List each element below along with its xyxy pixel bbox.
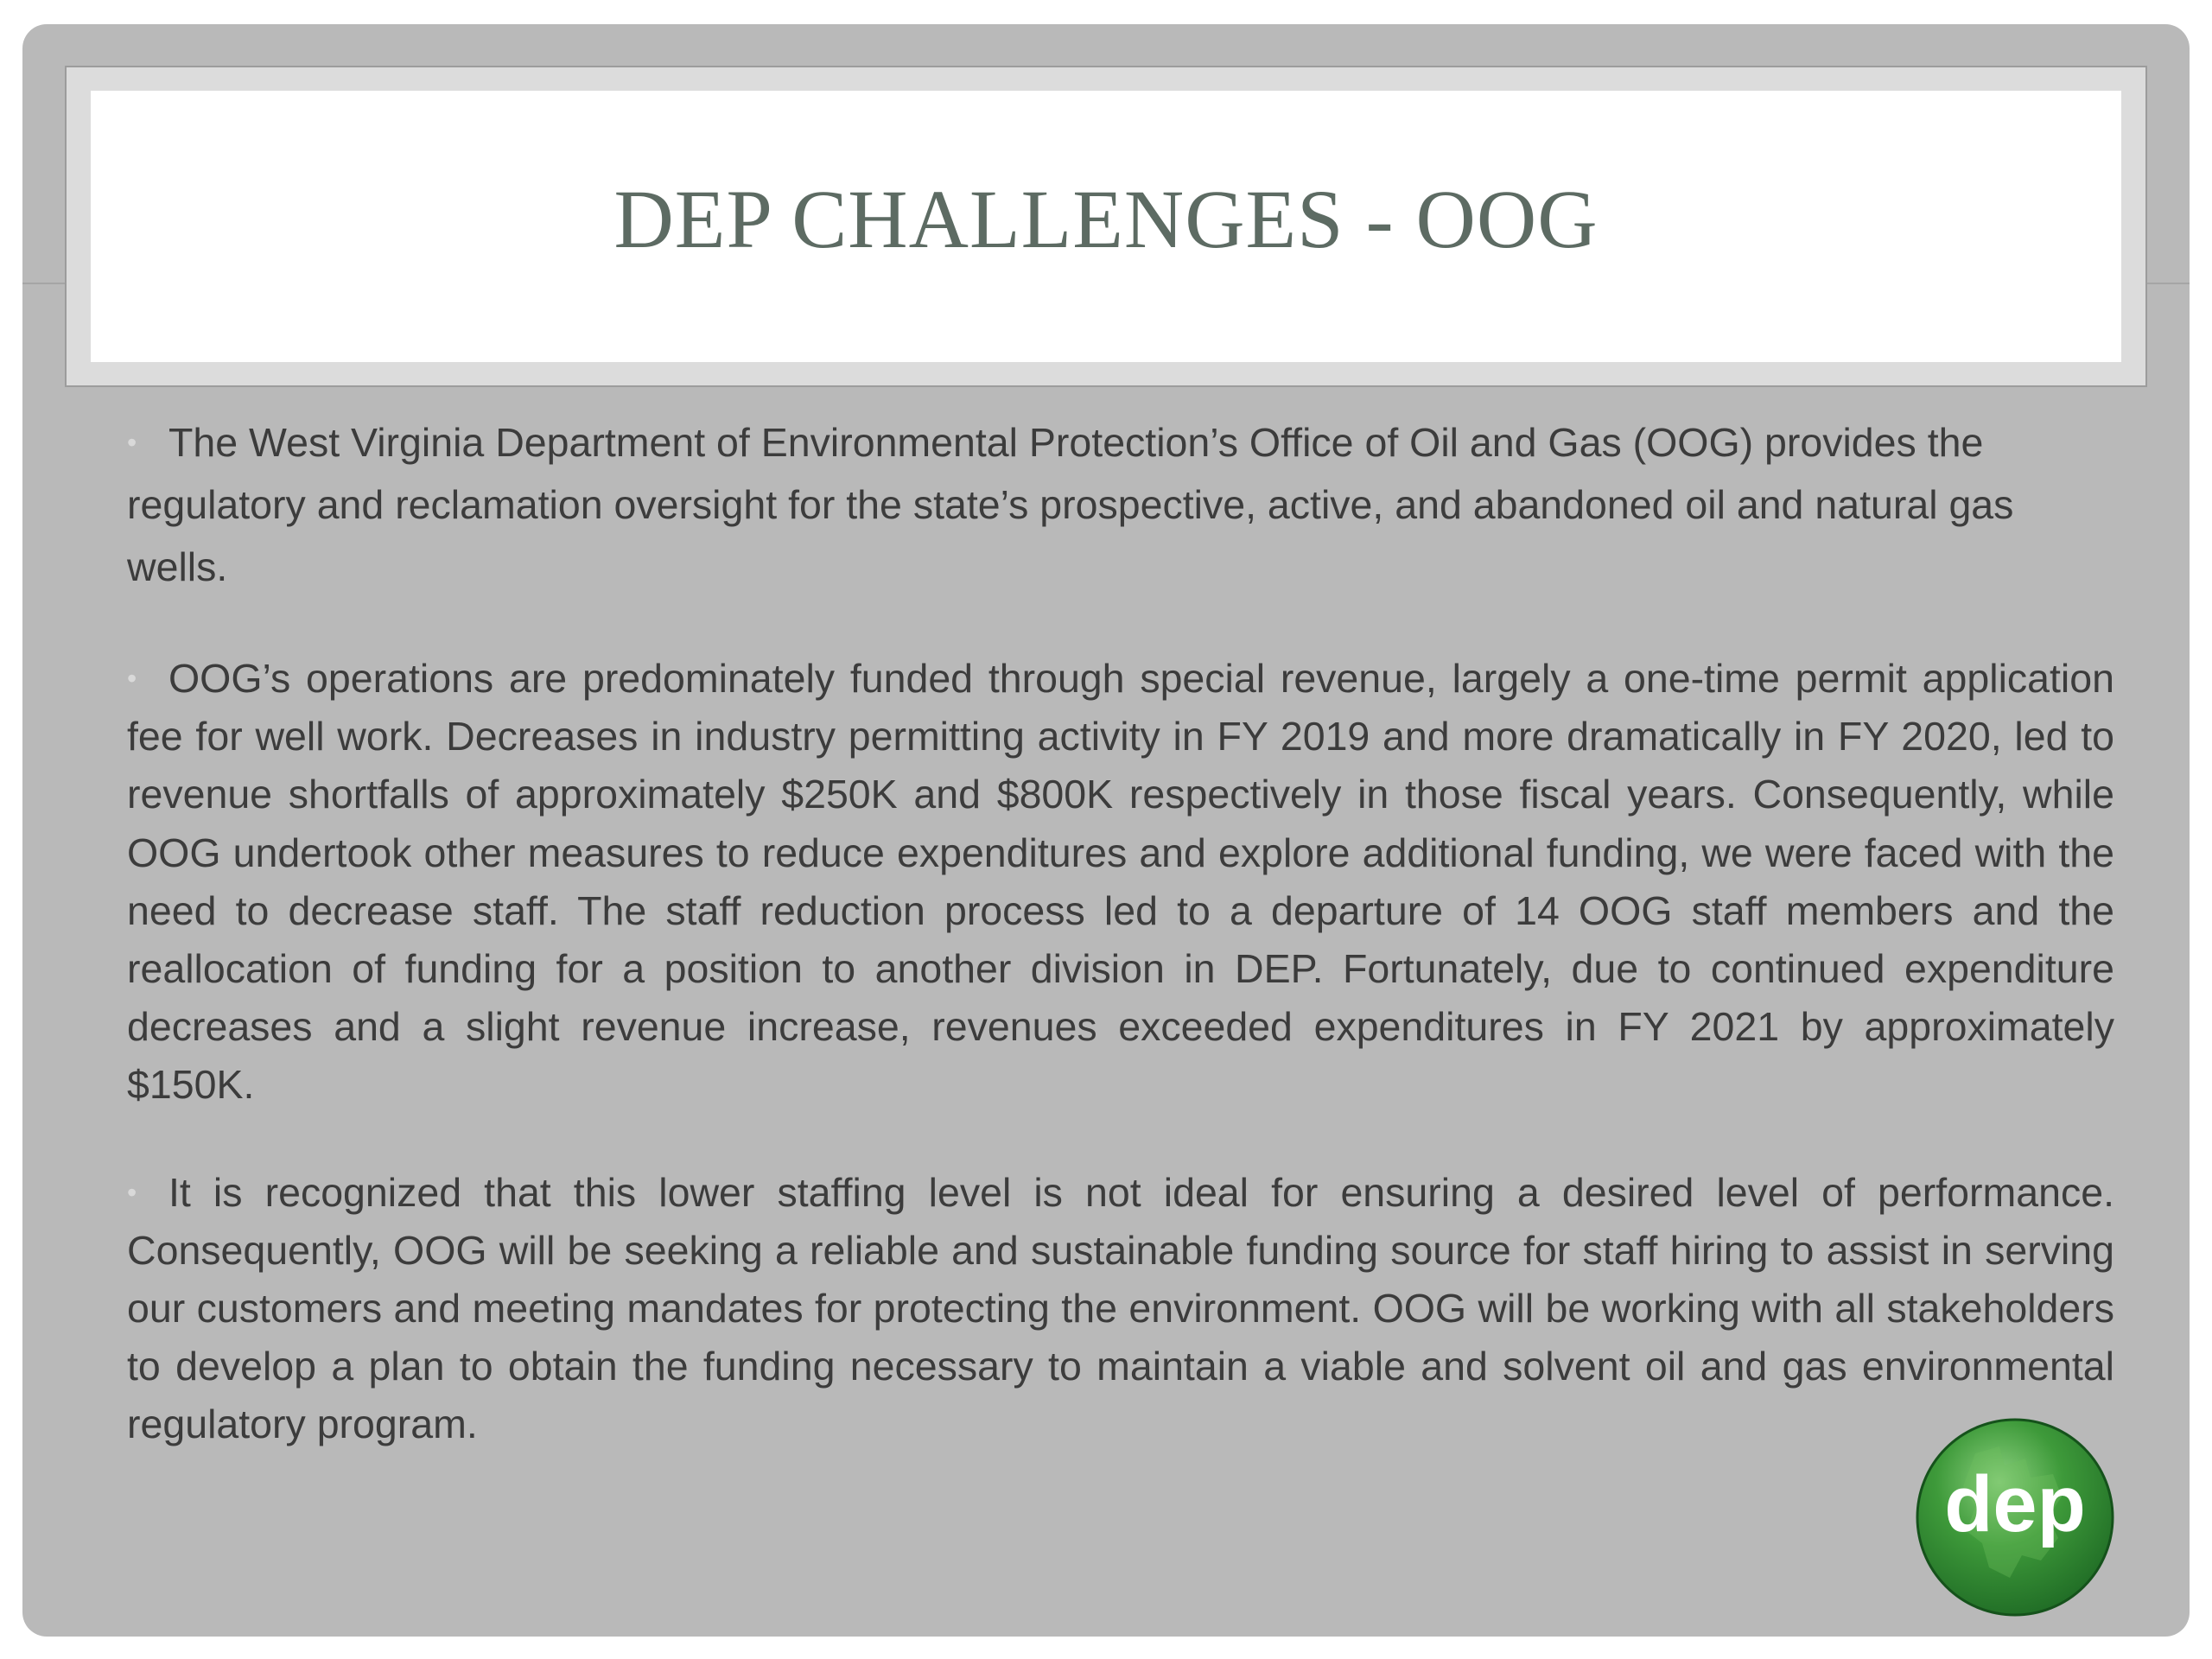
bullet-text-3: It is recognized that this lower staffing level is not ideal for ensuring a desired level of performance. Consequently, OOG will be seeking a reliable and sustainable funding source for staff hiring to assist in serving our customers and meeting mandates for protecting the environment. OOG will be working with all stakeholders to develop a plan to obtain the funding necessary to maintain a viable and solvent oil and gas environmental regulatory program. bbox=[127, 1169, 2114, 1447]
bullet-marker: • bbox=[127, 1176, 137, 1208]
slide-title: DEP CHALLENGES - OOG bbox=[613, 172, 1599, 265]
bullet-marker: • bbox=[127, 663, 137, 694]
slide-content bbox=[127, 411, 2114, 1454]
bullet-text-2: OOG’s operations are predominately funded through special revenue, largely a one-time permit application fee for well work. Decreases in industry permitting activity in FY 2019 and more dramatically in FY 2020, led to revenue shortfalls of approximately $250K and $800K respectively in those fiscal years. Consequently, while OOG undertook other measures to reduce expenditures and explore additional funding, we were faced with the need to decrease staff. The staff reduction process led to a departure of 14 OOG staff members and the reallocation of funding for a position to another division in DEP. Fortunately, due to continued expenditure decreases and a slight revenue increase, revenues exceeded expenditures in FY 2021 by approximately $150K. bbox=[127, 656, 2114, 1108]
logo-text: dep bbox=[1944, 1460, 2086, 1548]
slide bbox=[22, 24, 2190, 1637]
title-frame bbox=[65, 66, 2147, 387]
dep-logo-icon bbox=[1915, 1417, 2115, 1618]
bullet-marker: • bbox=[127, 427, 137, 458]
bullet-paragraph-2 bbox=[127, 650, 2114, 1115]
bullet-text-1: The West Virginia Department of Environmental Protection’s Office of Oil and Gas (OOG) provides the regulatory and reclamation oversight for the state’s prospective, active, and abandoned oil and natural gas wells. bbox=[127, 420, 2014, 589]
bullet-paragraph-3 bbox=[127, 1164, 2114, 1454]
bullet-paragraph-1 bbox=[127, 411, 2114, 598]
title-box bbox=[91, 91, 2121, 362]
